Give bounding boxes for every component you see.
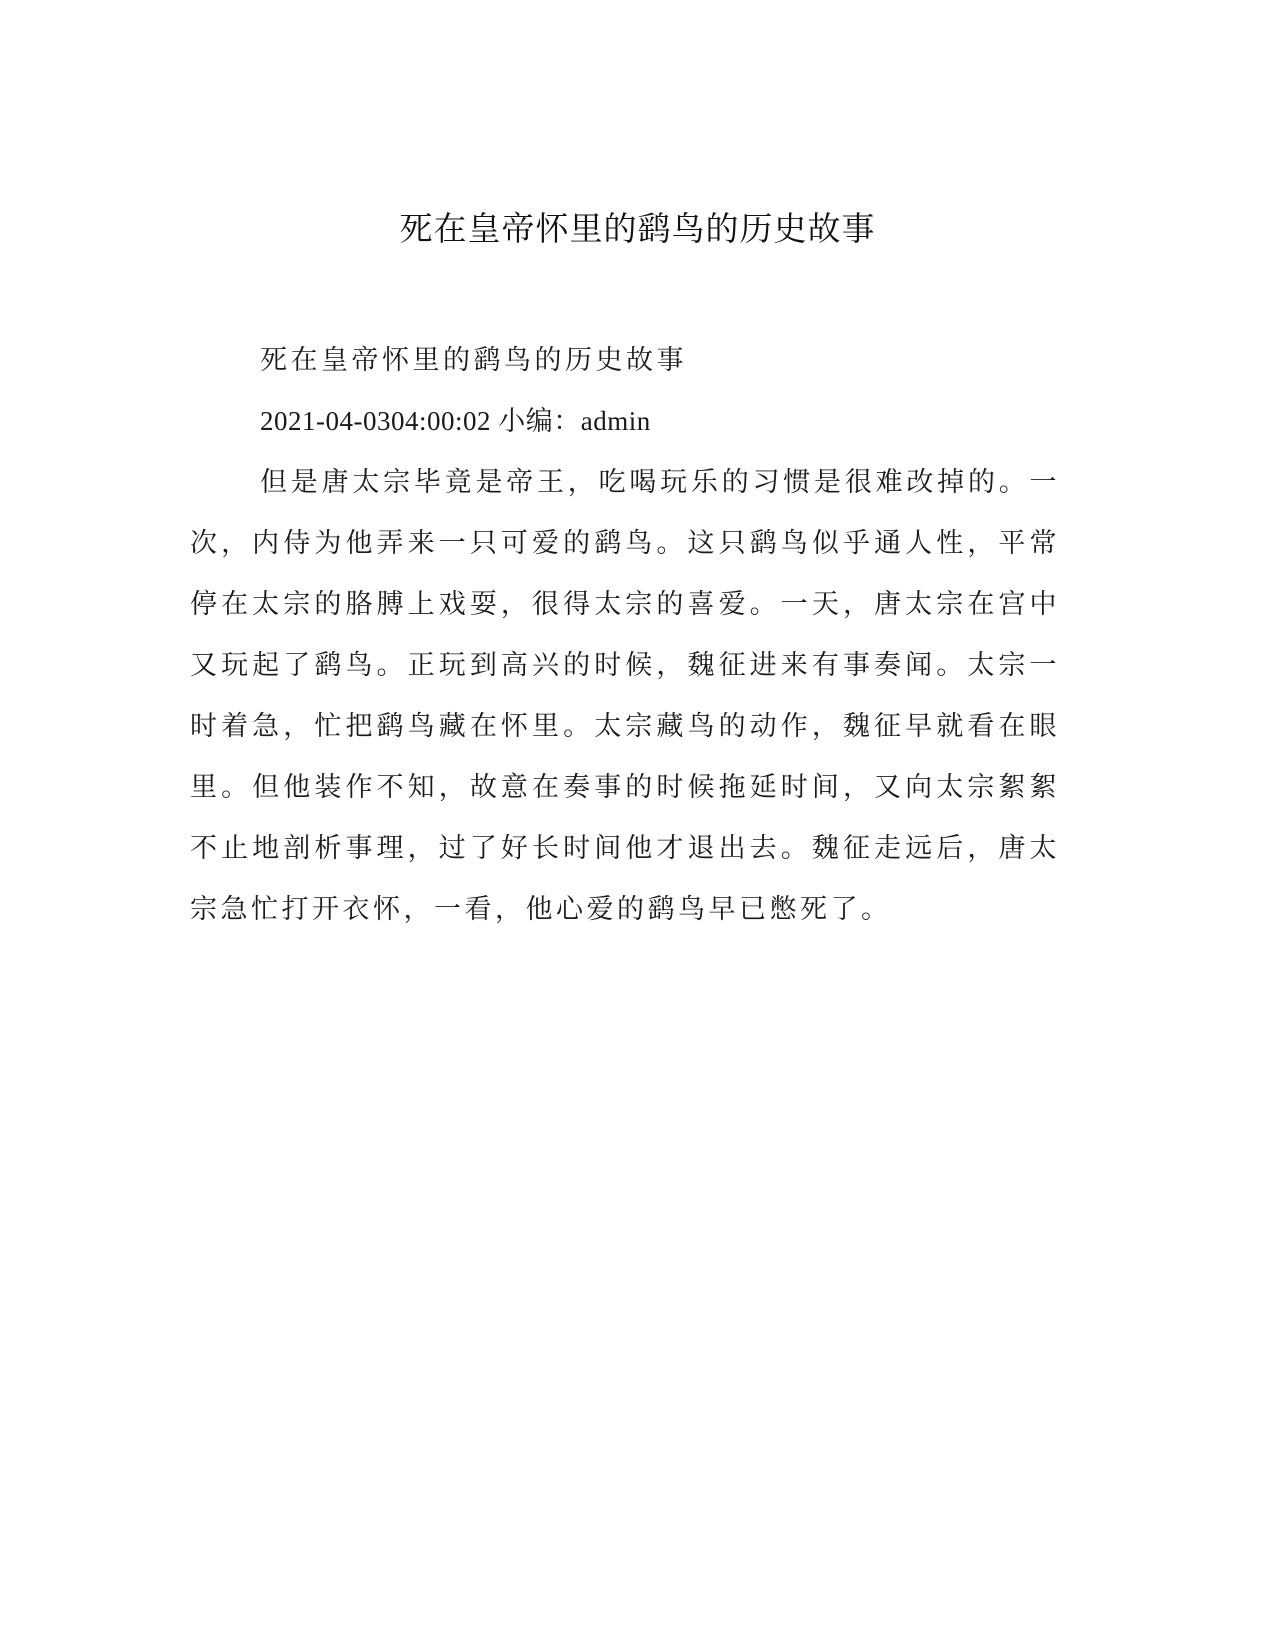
article-meta: 2021-04-0304:00:02 小编：admin <box>260 406 651 436</box>
article-subtitle: 死在皇帝怀里的鹞鸟的历史故事 <box>260 345 687 376</box>
document-title: 死在皇帝怀里的鹞鸟的历史故事 <box>399 209 876 248</box>
document-body <box>190 330 1060 940</box>
article-paragraph: 但是唐太宗毕竟是帝王，吃喝玩乐的习惯是很难改掉的。一次，内侍为他弄来一只可爱的鹞鸟。这只鹞鸟似乎通人性，平常停在太宗的胳膊上戏耍，很得太宗的喜爱。一天，唐太宗在宫中又玩起了鹞鸟。正玩到高兴的时候，魏征进来有事奏闻。太宗一时着急，忙把鹞鸟藏在怀里。太宗藏鸟的动作，魏征早就看在眼里。但他装作不知，故意在奏事的时候拖延时间，又向太宗絮絮不止地剖析事理，过了好长时间他才退出去。魏征走远后，唐太宗急忙打开衣怀，一看，他心爱的鹞鸟早已憋死了。 <box>190 467 1060 925</box>
